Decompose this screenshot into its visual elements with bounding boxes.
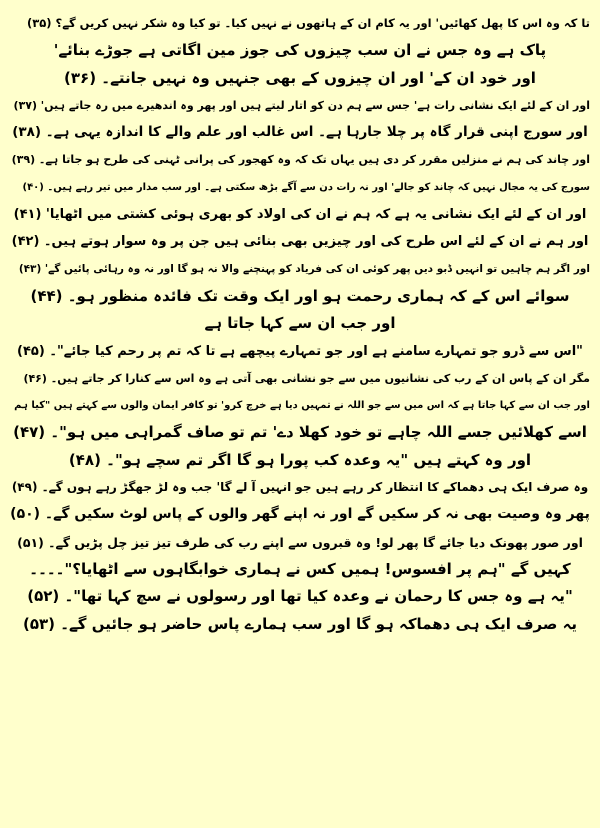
text-line: اور خود ان کے' اور ان چیزوں کے بھی جنہیں وہ نہیں جانتے۔ (۳۶) (64, 68, 536, 87)
text-line: مگر ان کے پاس ان کے رب کی نشانیوں میں سے جو نشانی بھی آتی ہے وہ اس سے کنارا کر جاتے ہیں۔ (۴۶) (23, 371, 590, 385)
text-line: "یہ ہے وہ جس کا رحمان نے وعدہ کیا تھا اور رسولوں نے سچ کہا تھا"۔ (۵۲) (27, 587, 573, 606)
text-line: اور اگر ہم چاہیں تو انہیں ڈبو دیں پھر کوئی ان کی فریاد کو پہنچنے والا نہ ہو گا اور نہ وہ رہائی پائیں گے' (۴۳) (18, 262, 590, 275)
text-line: کہیں گے "ہم پر افسوس! ہمیں کس نے ہماری خوابگاہوں سے اٹھایا؟"۔۔۔۔ (29, 559, 571, 578)
text-line: سورج کی یہ مجال نہیں کہ چاند کو جالے' اور نہ رات دن سے آگے بڑھ سکتی ہے۔ اور سب مدار میں تیر رہے ہیں۔ (۴۰) (22, 181, 590, 193)
text-line: وہ صرف ایک ہی دھماکے کا انتظار کر رہے ہیں جو انہیں آ لے گا' جب وہ لڑ جھگڑ رہے ہوں گے۔ (۴۹) (11, 480, 589, 495)
text-line: یہ صرف ایک ہی دھماکہ ہو گا اور سب ہمارے پاس حاضر ہو جائیں گے۔ (۵۳) (22, 614, 578, 633)
text-line: اور چاند کی ہم نے منزلیں مقرر کر دی ہیں یہاں تک کہ وہ کھجور کی پرانی ٹہنی کی طرح ہو جاتا ہے۔ (۳۹) (11, 153, 590, 167)
text-line: "اس سے ڈرو جو تمہارے سامنے ہے اور جو تمہارے پیچھے ہے تا کہ تم پر رحم کیا جائے"۔ (۴۵) (17, 343, 583, 359)
text-line: پاک ہے وہ جس نے ان سب چیزوں کی جوز مین اگاتی ہے جوڑے بنائے' (53, 41, 547, 60)
text-line: اور ان کے لئے ایک نشانی یہ ہے کہ ہم نے ان کی اولاد کو بھری ہوئی کشتی میں اٹھایا' (۴۱) (13, 207, 587, 223)
text-line: تا کہ وہ اس کا پھل کھائیں' اور یہ کام ان کے ہاتھوں نے نہیں کیا۔ تو کیا وہ شکر نہیں کریں گے؟ (۳۵) (26, 16, 590, 30)
text-line: اور جب ان سے کہا جاتا ہے (204, 314, 396, 333)
text-line: اور ان کے لئے ایک نشانی رات ہے' جس سے ہم دن کو اتار لیتے ہیں اور پھر وہ اندھیرے میں رہ جاتے ہیں' (۳۷) (13, 98, 590, 112)
text-line: اسے کھلائیں جسے اللہ چاہے تو خود کھلا دے' تم تو صاف گمراہی میں ہو"۔ (۴۷) (13, 423, 587, 442)
text-line: اور وہ کہتے ہیں "یہ وعدہ کب پورا ہو گا اگر تم سچے ہو"۔ (۴۸) (68, 450, 532, 469)
text-line: سوائے اس کے کہ ہماری رحمت ہو اور ایک وقت تک فائدہ منظور ہو۔ (۴۴) (30, 286, 570, 305)
text-line: اور جب ان سے کہا جاتا ہے کہ اس میں سے جو اللہ نے تمہیں دیا ہے خرچ کرو' تو کافر ایمان والوں سے کہتے ہیں "کیا ہم (14, 400, 590, 412)
text-line: اور ہم نے ان کے لئے اس طرح کی اور چیزیں بھی بنائی ہیں جن پر وہ سوار ہوتے ہیں۔ (۴۲) (11, 234, 589, 250)
text-line: اور سورج اپنی قرار گاہ پر چلا جارہا ہے۔ اس غالب اور علم والے کا اندازہ یہی ہے۔ (۳۸) (12, 124, 588, 141)
text-line: پھر وہ وصیت بھی نہ کر سکیں گے اور نہ اپنے گھر والوں کے پاس لوٹ سکیں گے۔ (۵۰) (10, 506, 590, 523)
text-line: اور صور پھونک دیا جائے گا پھر لو! وہ قبروں سے اپنے رب کی طرف تیز تیز چل پڑیں گے۔ (۵۱) (17, 534, 583, 550)
